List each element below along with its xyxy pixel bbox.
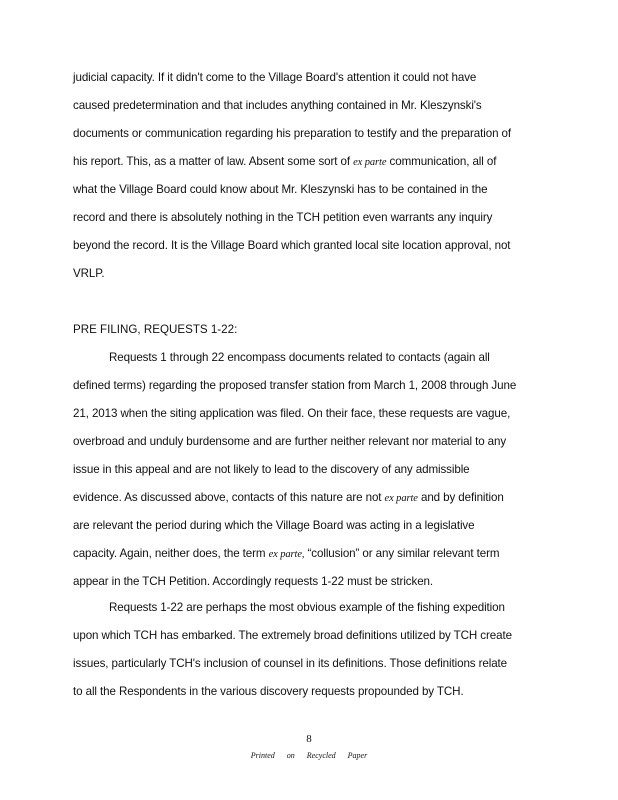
text-segment: evidence. As discussed above, contacts of this nature are not bbox=[73, 491, 385, 504]
text-line: what the Village Board could know about Mr. Kleszynski has to be contained in the bbox=[73, 183, 488, 196]
text-line: record and there is absolutely nothing in the TCH petition even warrants any inquiry bbox=[73, 211, 493, 224]
text-line: VRLP. bbox=[73, 267, 105, 280]
text-line: Requests 1-22 are perhaps the most obvious example of the fishing expedition bbox=[109, 601, 505, 614]
text-segment: capacity. Again, neither does, the term bbox=[73, 547, 269, 560]
paragraph-judicial-capacity bbox=[73, 64, 553, 288]
text-line: overbroad and unduly burdensome and are further neither relevant nor material to any bbox=[73, 435, 507, 448]
text-segment: his report. This, as a matter of law. Absent some sort of bbox=[73, 155, 354, 168]
text-segment: “collusion” or any similar relevant term bbox=[304, 547, 500, 560]
text-line: caused predetermination and that includes anything contained in Mr. Kleszynski's bbox=[73, 99, 482, 112]
text-line: to all the Respondents in the various discovery requests propounded by TCH. bbox=[73, 685, 464, 698]
text-line: issue in this appeal and are not likely to lead to the discovery of any admissible bbox=[73, 463, 470, 476]
text-line: defined terms) regarding the proposed transfer station from March 1, 2008 through June bbox=[73, 379, 517, 392]
text-line: Requests 1 through 22 encompass documents related to contacts (again all bbox=[109, 351, 490, 364]
text-line bbox=[73, 484, 553, 512]
text-line: 21, 2013 when the siting application was filed. On their face, these requests are vague, bbox=[73, 407, 511, 420]
page-number: 8 bbox=[306, 733, 312, 745]
text-line: beyond the record. It is the Village Board which granted local site location approval, not bbox=[73, 239, 511, 252]
italic-term: ex parte, bbox=[268, 549, 305, 560]
footer-note: Printed on Recycled Paper bbox=[250, 751, 368, 760]
paragraph-requests-1-22 bbox=[73, 344, 553, 596]
text-line: judicial capacity. If it didn't come to the Village Board's attention it could not have bbox=[73, 71, 477, 84]
italic-term: ex parte bbox=[384, 493, 418, 504]
text-segment: communication, all of bbox=[386, 155, 497, 168]
text-segment: and by definition bbox=[417, 491, 504, 504]
text-line: appear in the TCH Petition. Accordingly requests 1-22 must be stricken. bbox=[73, 575, 434, 588]
text-line: are relevant the period during which the Village Board was acting in a legislative bbox=[73, 519, 475, 532]
text-line: documents or communication regarding his preparation to testify and the preparation of bbox=[73, 127, 512, 140]
text-line bbox=[73, 540, 553, 568]
paragraph-fishing-expedition bbox=[73, 594, 553, 706]
text-line bbox=[73, 148, 553, 176]
text-line: issues, particularly TCH's inclusion of counsel in its definitions. Those definitions relate bbox=[73, 657, 508, 670]
text-line: upon which TCH has embarked. The extremely broad definitions utilized by TCH create bbox=[73, 629, 512, 642]
section-heading: PRE FILING, REQUESTS 1-22: bbox=[73, 323, 238, 336]
italic-term: ex parte bbox=[353, 157, 387, 168]
